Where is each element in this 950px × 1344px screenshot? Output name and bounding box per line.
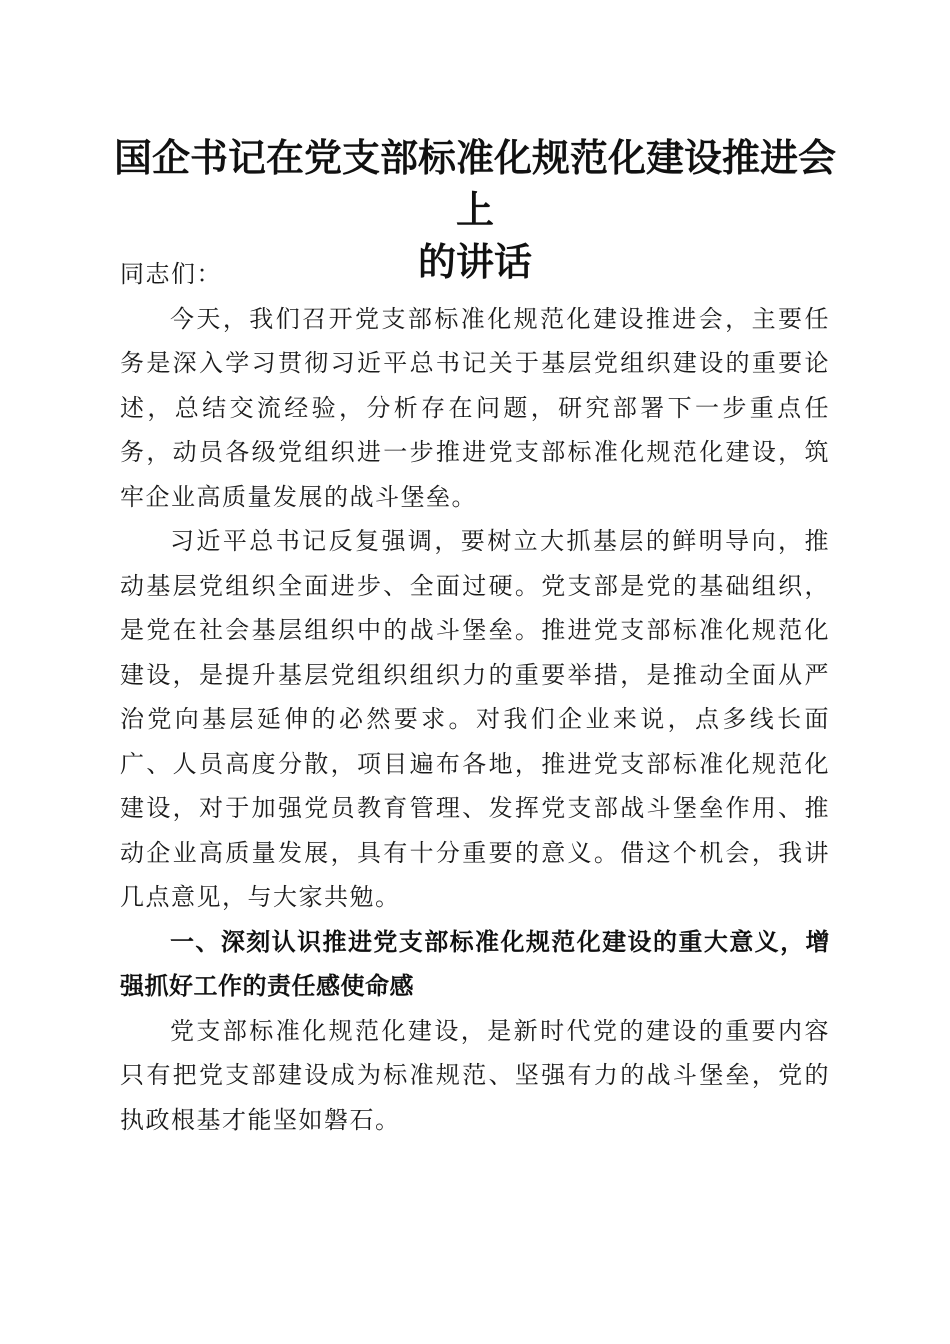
paragraph-opening: 今天，我们召开党支部标准化规范化建设推进会，主要任务是深入学习贯彻习近平总书记关于基层党组织建设的重要论述，总结交流经验，分析存在问题，研究部署下一步重点任务，动员各级党组织进一步推进党支部标准化规范化建设，筑牢企业高质量发展的战斗堡垒。 — [120, 304, 830, 511]
section-heading-1: 一、深刻认识推进党支部标准化规范化建设的重大意义，增强抓好工作的责任感使命感 — [120, 927, 830, 1000]
paragraph-background: 习近平总书记反复强调，要树立大抓基层的鲜明导向，推动基层党组织全面进步、全面过硬。党支部是党的基础组织，是党在社会基层组织中的战斗堡垒。推进党支部标准化规范化建设，是提升基层党组织组织力的重要举措，是推动全面从严治党向基层延伸的必然要求。对我们企业来说，点多线长面广、人员高度分散，项目遍布各地，推进党支部标准化规范化建设，对于加强党员教育管理、发挥党支部战斗堡垒作用、推动企业高质量发展，具有十分重要的意义。借这个机会，我讲几点意见，与大家共勉。 — [120, 527, 830, 911]
salutation: 同志们： — [120, 260, 222, 288]
title-line-2: 的讲话 — [417, 239, 532, 284]
document-body — [120, 252, 830, 1142]
section-paragraph-1: 党支部标准化规范化建设，是新时代党的建设的重要内容只有把党支部建设成为标准规范、坚强有力的战斗堡垒，党的执政根基才能坚如磐石。 — [120, 1016, 830, 1134]
title-line-1: 国企书记在党支部标准化规范化建设推进会上 — [113, 135, 836, 232]
